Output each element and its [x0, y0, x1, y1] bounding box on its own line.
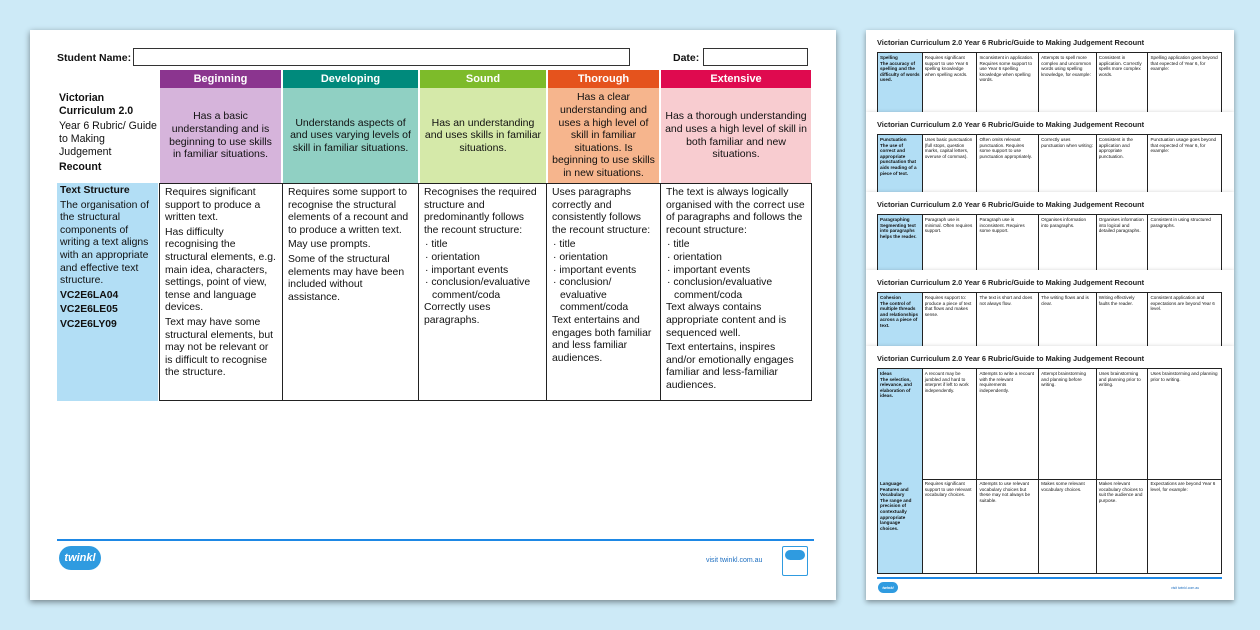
cell-thorough: [546, 183, 661, 401]
preview-cell: [1039, 293, 1097, 346]
rubric-page-main: [30, 30, 836, 600]
preview-text: Consistent in application. Correctly spells more complex words.: [1098, 55, 1142, 77]
footer-divider: [57, 539, 814, 541]
preview-text: Punctuation usage goes beyond that expected of Year 6, for example:: [1150, 137, 1217, 154]
title-line: Recount: [59, 161, 102, 173]
preview-text: The text is short and does not always flow.: [979, 295, 1033, 306]
preview-cell: [878, 369, 923, 479]
preview-cell: [1039, 135, 1097, 192]
cell-text: Text always contains appropriate content and is sequenced well.: [666, 302, 787, 339]
cell-text: Some of the structural elements may have been included without assistance.: [288, 253, 405, 303]
level-header-thorough: Thorough: [548, 70, 659, 88]
preview-page[interactable]: [866, 112, 1234, 192]
cell-text: Requires some support to recognise the structural elements of a recount and to produce a written text.: [288, 187, 409, 236]
cell-text: Recognises the required structure and predominantly follows the recount structure:: [424, 187, 537, 236]
preview-row: [877, 368, 1222, 480]
preview-text: The selection, relevance, and elaboration of ideas.: [880, 376, 912, 399]
preview-text: Consistent application and expectations are beyond Year 6 level.: [1150, 295, 1215, 312]
preview-cell: [977, 369, 1039, 479]
preview-cell: [1148, 293, 1221, 346]
preview-cell: [1097, 293, 1149, 346]
preview-cell: [878, 53, 923, 112]
list-item: · important events: [666, 265, 806, 278]
preview-cell: [923, 53, 978, 112]
preview-cell: [1097, 479, 1149, 573]
cell-text: Text may have some structural elements, but may not be relevant or is difficult to recognise the structure.: [165, 316, 273, 379]
cell-text: Text entertains, inspires and/or emotionally engages familiar and less-familiar audiences.: [666, 342, 794, 391]
level-header-extensive: Extensive: [661, 70, 811, 88]
preview-text: Makes some relevant vocabulary choices.: [1041, 481, 1085, 492]
level-desc-sound: Has an understanding and uses skills in familiar situations.: [420, 88, 546, 183]
preview-cell: [977, 215, 1039, 270]
preview-title: Victorian Curriculum 2.0 Year 6 Rubric/Guide to Making Judgement Recount: [877, 354, 1145, 363]
preview-text: Organises information into logical and detailed paragraphs.: [1098, 217, 1144, 234]
preview-cell: [1097, 369, 1149, 479]
curriculum-code: VC2E6LY09: [60, 318, 117, 330]
level-desc-developing: Understands aspects of and uses varying levels of skill in familiar situations.: [283, 88, 418, 183]
preview-cell: [1097, 215, 1149, 270]
preview-page[interactable]: [866, 30, 1234, 112]
preview-text: Makes relevant vocabulary choices to suit the audience and purpose.: [1098, 481, 1143, 503]
preview-text: The range and precision of contextually appropriate language choices.: [880, 497, 912, 531]
preview-text: Uses brainstorming and planning prior to writing.: [1098, 371, 1141, 388]
cell-extensive: [660, 183, 812, 401]
preview-cell: [1097, 135, 1149, 192]
preview-cell: [977, 135, 1039, 192]
list-item: · title: [666, 239, 806, 252]
preview-cell: [1148, 135, 1221, 192]
preview-label: Punctuation: [880, 137, 907, 142]
student-name-field[interactable]: [133, 48, 630, 66]
cell-beginning: [159, 183, 283, 401]
twinkl-logo: twinkl: [59, 546, 101, 570]
preview-text: Requires support to: produce a piece of text that flows and makes sense.: [924, 295, 972, 317]
curriculum-code: VC2E6LE05: [60, 304, 118, 316]
preview-cell: [1148, 369, 1221, 479]
date-field[interactable]: [703, 48, 808, 66]
preview-text: Expectations are beyond Year 6 level, for example:: [1150, 481, 1216, 492]
preview-text: Writing effectively faults the reader.: [1098, 295, 1135, 306]
preview-text: The use of correct and appropriate punctuation that aids reading of a piece of text.: [880, 142, 917, 176]
preview-text: Attempt brainstorming and planning before writing.: [1041, 371, 1087, 388]
list-item: · important events: [424, 265, 541, 278]
preview-cell: [878, 135, 923, 192]
preview-text: Segmenting text into paragraphs helps the reader.: [880, 222, 917, 239]
twinkl-logo: twinkl: [878, 582, 898, 593]
preview-text: The accuracy of spelling and the difficulty of words used.: [880, 60, 920, 83]
preview-text: Requires significant support to use relevant vocabulary choices.: [924, 481, 972, 498]
preview-label: Cohesion: [880, 295, 901, 300]
preview-cell: [923, 135, 978, 192]
preview-text: Uses basic punctuation (full stops, question marks, capital letters, overuse of commas).: [924, 137, 973, 159]
preview-cell: [1097, 53, 1149, 112]
cell-text: Uses paragraphs correctly and consistently follows the recount structure:: [552, 187, 651, 236]
preview-text: Consistent in using structured paragraphs.: [1150, 217, 1211, 228]
preview-text: Organises information into paragraphs.: [1041, 217, 1087, 228]
criterion-desc: The organisation of the structural components of writing a text aligns with an appropriate and effective text structure.: [60, 199, 149, 287]
preview-cell: [878, 479, 923, 573]
approved-badge-icon: [782, 546, 808, 576]
preview-text: A recount may be jumbled and hard to interpret if left to work independently.: [924, 371, 969, 393]
preview-cell: [923, 479, 978, 573]
preview-label: Ideas: [880, 371, 892, 376]
list-item: · orientation: [552, 252, 655, 265]
preview-page[interactable]: [866, 270, 1234, 346]
footer-url[interactable]: visit twinkl.com.au: [706, 557, 763, 564]
list-item: · orientation: [666, 252, 806, 265]
preview-text: Consistent in the application and appropriate punctuation.: [1098, 137, 1133, 159]
preview-cell: [1039, 53, 1097, 112]
preview-label: Spelling: [880, 55, 898, 60]
criterion-cell: [57, 183, 158, 401]
list-item: · title: [424, 239, 541, 252]
list-item: · conclusion/evaluative comment/coda: [424, 277, 541, 302]
preview-title: Victorian Curriculum 2.0 Year 6 Rubric/Guide to Making Judgement Recount: [877, 120, 1145, 129]
preview-text: Attempts to spell more complex and uncommon words using spelling knowledge, for example:: [1041, 55, 1092, 77]
preview-text: Spelling application goes beyond that expected of Year 6, for example:: [1150, 55, 1218, 72]
preview-text: Requires significant support to use Year 6 spelling knowledge when spelling words.: [924, 55, 969, 77]
preview-text: Inconsistent in application. Requires some support to use Year 6 spelling knowledge when spelling words.: [979, 55, 1034, 83]
preview-text: Paragraph use is minimal. Often requires support.: [924, 217, 973, 234]
footer-divider: [877, 577, 1222, 579]
preview-cell: [1148, 215, 1221, 270]
list-item: · title: [552, 239, 655, 252]
title-line: Victorian Curriculum 2.0: [59, 92, 134, 117]
level-header-developing: Developing: [283, 70, 418, 88]
criterion-name: Text Structure: [60, 185, 130, 196]
curriculum-code: VC2E6LA04: [60, 289, 119, 301]
preview-text: The writing flows and is clear.: [1041, 295, 1089, 306]
preview-text: Paragraph use is inconsistent. Requires some support.: [979, 217, 1025, 234]
level-desc-beginning: Has a basic understanding and is beginning to use skills in familiar situations.: [160, 88, 281, 183]
list-item: · conclusion/ evaluative comment/coda: [552, 277, 655, 315]
preview-text: Uses brainstorming and planning prior to writing.: [1150, 371, 1218, 382]
student-name-label: Student Name:: [57, 52, 132, 64]
preview-row: [877, 479, 1222, 574]
cell-text: Text entertains and engages both familiar and less familiar audiences.: [552, 314, 652, 364]
date-label: Date:: [673, 52, 700, 64]
preview-cell: [923, 293, 978, 346]
cell-text: Correctly uses paragraphs.: [424, 302, 491, 326]
preview-cell: [1039, 215, 1097, 270]
preview-cell: [977, 53, 1039, 112]
preview-cell: [923, 369, 978, 479]
preview-cell: [878, 293, 923, 346]
cell-developing: [282, 183, 419, 401]
preview-cell: [1148, 53, 1221, 112]
cell-text: Has difficulty recognising the structural elements, e.g. main idea, characters, settings, point of view, tense and language devices.: [165, 226, 276, 314]
list-item: · conclusion/evaluative comment/coda: [666, 277, 806, 302]
preview-text: Often omits relevant punctuation. Requires some support to use punctuation appropriately.: [979, 137, 1032, 159]
preview-row: [877, 134, 1222, 192]
preview-cell: [1039, 479, 1097, 573]
level-header-beginning: Beginning: [160, 70, 281, 88]
cell-text: The text is always logically organised with the correct use of paragraphs and follows the recount structure:: [666, 187, 805, 236]
title-line: Year 6 Rubric/ Guide to Making Judgement: [59, 120, 157, 158]
footer-url: visit twinkl.com.au: [1171, 586, 1200, 590]
level-desc-extensive: Has a thorough understanding and uses a high level of skill in both familiar and new situations.: [661, 88, 811, 183]
preview-cell: [1039, 369, 1097, 479]
preview-title: Victorian Curriculum 2.0 Year 6 Rubric/Guide to Making Judgement Recount: [877, 278, 1145, 287]
preview-cell: [878, 215, 923, 270]
level-desc-thorough: Has a clear understanding and uses a high level of skill in familiar situations. Is beginning to use skills in new situations.: [548, 88, 659, 183]
preview-row: [877, 214, 1222, 270]
preview-title: Victorian Curriculum 2.0 Year 6 Rubric/Guide to Making Judgement Recount: [877, 38, 1145, 47]
list-item: · important events: [552, 265, 655, 278]
preview-page[interactable]: [866, 346, 1234, 600]
cell-text: May use prompts.: [288, 239, 371, 251]
preview-title: Victorian Curriculum 2.0 Year 6 Rubric/Guide to Making Judgement Recount: [877, 200, 1145, 209]
preview-label: Language Features and Vocabulary: [880, 481, 909, 498]
cell-sound: [418, 183, 547, 401]
preview-cell: [977, 479, 1039, 573]
preview-text: The control of multiple threads and relationships across a piece of text.: [880, 300, 919, 328]
list-item: · orientation: [424, 252, 541, 265]
cell-text: Requires significant support to produce a written text.: [165, 187, 261, 224]
level-header-sound: Sound: [420, 70, 546, 88]
preview-text: Correctly uses punctuation when writing:: [1041, 137, 1093, 148]
preview-text: Attempts to write a recount with the relevant requirements independently.: [979, 371, 1035, 393]
preview-text: Attempts to use relevant vocabulary choices but these may not always be suitable.: [979, 481, 1030, 503]
preview-cell: [1148, 479, 1221, 573]
preview-cell: [923, 215, 978, 270]
preview-row: [877, 292, 1222, 346]
preview-row: [877, 52, 1222, 112]
preview-page[interactable]: [866, 192, 1234, 270]
preview-label: Paragraphing: [880, 217, 910, 222]
preview-cell: [977, 293, 1039, 346]
rubric-title: [59, 92, 159, 174]
